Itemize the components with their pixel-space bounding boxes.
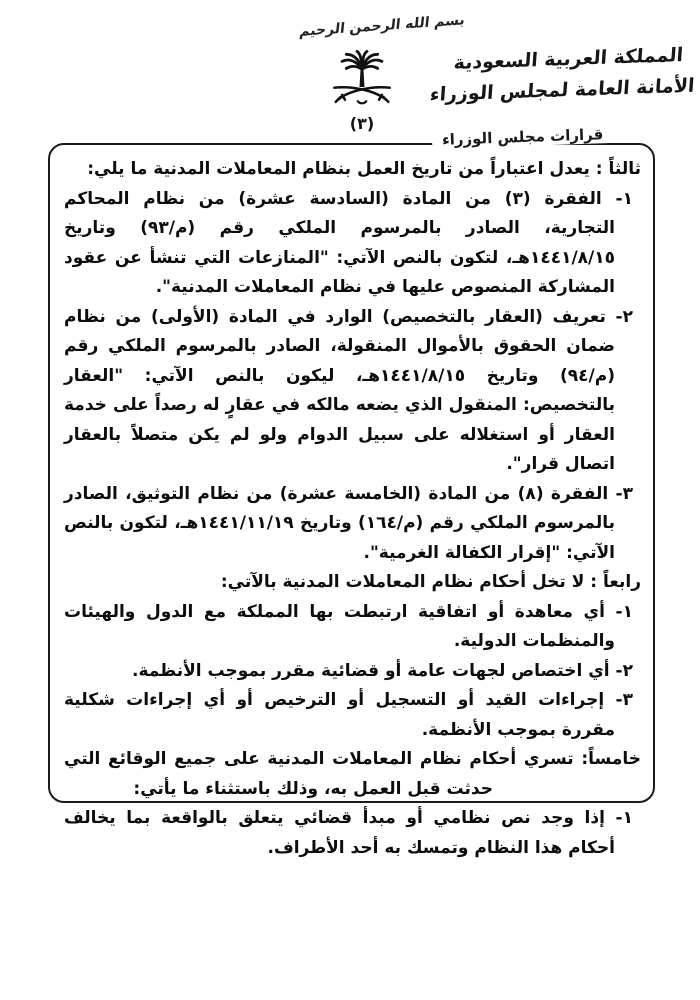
letterhead-secretariat-line: الأمانة العامة لمجلس الوزراء [429,74,696,106]
decision-text-box [48,125,655,858]
section-fifth-label: خامساً [588,749,642,769]
section-third-separator: : [589,159,609,179]
letterhead-kingdom-line: المملكة العربية السعودية [453,43,684,75]
amendment-item-2: ٢- تعريف (العقار بالتخصيص) الوارد في المادة (الأولى) من نظام ضمان الحقوق بالأموال المنقولة، الصادر بالمرسوم الملكي رقم (م/٩٤) وتاريخ ١٤٤١/٨/١٥هـ، ليكون بالنص الآتي: "العقار بالتخصيص: المنقول الذي يضعه مالكه في عقارٍ له رصداً على خدمة العقار أو استغلاله على سبيل الدوام ولو لم يكن متصلاً بالعقار اتصال قرار". [64,306,633,474]
section-third-heading [64,155,641,185]
exclusion-item-2: ٢- أي اختصاص لجهات عامة أو قضائية مقرر بموجب الأنظمة. [132,660,633,681]
exclusion-item-3: ٣- إجراءات القيد أو التسجيل أو الترخيص أو أي إجراءات شكلية مقررة بموجب الأنظمة. [64,690,633,740]
amendment-item-1: ١- الفقرة (٣) من المادة (السادسة عشرة) من نظام المحاكم التجارية، الصادر بالمرسوم الملكي رقم (م/٩٣) وتاريخ ١٤٤١/٨/١٥هـ، لتكون بالنص الآتي: "المنازعات التي تنشأ عن عقود المشاركة المنصوص عليها في نظام المعاملات المدنية". [64,188,633,297]
retroactivity-exception-item-1: ١- إذا وجد نص نظامي أو مبدأ قضائي يتعلق بالواقعة بما يخالف أحكام هذا النظام وتمسك به أحد الأطراف. [64,808,633,858]
exclusion-item-1: ١- أي معاهدة أو اتفاقية ارتبطت بها المملكة مع الدول والهيئات والمنظمات الدولية. [64,601,633,651]
section-third-label: ثالثاً [608,159,641,179]
section-fifth-heading [64,745,641,804]
section-fourth-intro: لا تخل أحكام نظام المعاملات المدنية بالآتي: [220,572,585,592]
bismillah-calligraphy: بسم الله الرحمن الرحيم [298,12,466,40]
saudi-emblem-icon [316,50,408,114]
section-third-intro: يعدل اعتباراً من تاريخ العمل بنظام المعاملات المدنية ما يلي: [87,159,590,179]
page-number: (٣) [349,114,375,133]
section-fourth-separator: : [584,572,604,592]
letterhead [429,40,696,111]
section-fifth-intro: تسري أحكام نظام المعاملات المدنية على جميع الوقائع التي حدثت قبل العمل به، وذلك باستثناء ما يأتي: [64,749,574,799]
section-fourth-heading [64,568,641,598]
section-fourth-label: رابعاً [603,572,641,592]
section-fifth-separator: : [573,749,589,769]
letterhead-decisions-title: قرارات مجلس الوزراء [431,125,613,149]
amendment-item-3: ٣- الفقرة (٨) من المادة (الخامسة عشرة) من نظام التوثيق، الصادر بالمرسوم الملكي رقم (م/١٦٤) وتاريخ ١٤٤١/١١/١٩هـ، لتكون بالنص الآتي: "إقرار الكفالة الغرمية". [64,483,633,563]
